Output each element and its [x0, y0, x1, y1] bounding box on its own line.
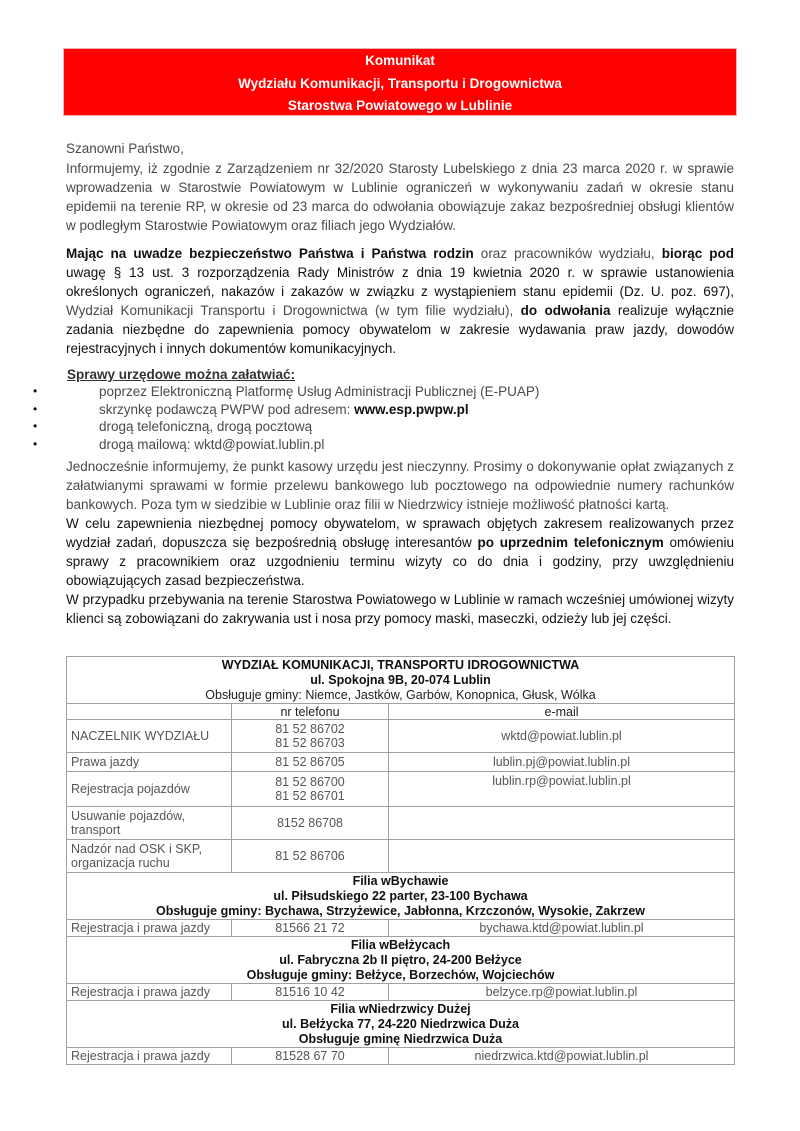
email-link[interactable]: bychawa.ktd@powiat.lublin.pl: [389, 920, 735, 937]
header-office: Starostwa Powiatowego w Lublinie: [287, 98, 513, 113]
paragraph-payments: Jednocześnie informujemy, że punkt kasowy urzędu jest nieczynny. Prosimy o dokonywanie opłat związanych z załatwianymi sprawami w formie przelewu bankowego lub pocztowego na odpowiednie numery rachunków bankowych. Poza tym w siedzibie w Lublinie oraz filii w Niedrzwicy istnieje możliwość płatności kartą.: [66, 459, 734, 512]
table-row: Rejestracja pojazdów 81 52 86700 81 52 86701 lublin.rp@powiat.lublin.pl: [67, 772, 735, 807]
ways-heading: Sprawy urzędowe można załatwiać:: [67, 367, 296, 382]
table-row: Prawa jazdy 81 52 86705 lublin.pj@powiat.lublin.pl: [67, 753, 735, 772]
header-title: Komunikat: [365, 53, 435, 68]
announcement-header: [63, 48, 737, 116]
ways-item: • drogą mailową: wktd@powiat.lublin.pl: [33, 436, 325, 452]
ways-item: • skrzynkę podawczą PWPW pod adresem: www.esp.pwpw.pl: [33, 401, 469, 417]
bullet-icon: •: [33, 436, 38, 451]
safety-text-3: Wydział Komunikacji Transportu i Drogownictwa (w tym filie wydziału),: [66, 303, 521, 318]
contacts-table: [66, 656, 735, 1065]
bullet-icon: •: [33, 419, 38, 433]
announcement-details: [66, 457, 734, 628]
email-link[interactable]: lublin.rp@powiat.lublin.pl: [389, 772, 735, 807]
table-row: Rejestracja i prawa jazdy 81566 21 72 bychawa.ktd@powiat.lublin.pl: [67, 920, 735, 937]
table-row: Usuwanie pojazdów, transport 8152 86708: [67, 807, 735, 840]
table-row: NACZELNIK WYDZIAŁU 81 52 86702 81 52 86703 wktd@powiat.lublin.pl: [67, 720, 735, 753]
table-row: Nadzór nad OSK i SKP, organizacja ruchu 81 52 86706: [67, 840, 735, 873]
branch-header-niedrzwica: Filia wNiedrzwicy Dużej ul. Bełżycka 77, 24-220 Niedrzwica Duża Obsługuje gminę Niedrzwica Duża: [67, 1001, 735, 1048]
table-row: Rejestracja i prawa jazdy 81528 67 70 niedrzwica.ktd@powiat.lublin.pl: [67, 1048, 735, 1065]
bullet-icon: •: [33, 401, 38, 416]
ways-list: [30, 383, 539, 453]
safety-bold-3: do odwołania: [520, 303, 611, 318]
office-title: WYDZIAŁ KOMUNIKACJI, TRANSPORTU IDROGOWNICTWA: [221, 658, 580, 672]
office-address: ul. Spokojna 9B, 20-074 Lublin: [310, 673, 491, 687]
safety-bold-1: Mając na uwadze bezpieczeństwo Państwa i Państwa rodzin: [66, 246, 474, 261]
safety-text-2: uwagę § 13 ust. 3 rozporządzenia Rady Ministrów z dnia 19 kwietnia 2020 r. w sprawie ustanowienia określonych ograniczeń, nakazów i zakazów w związku z wystąpieniem stanu epidemii (Dz. U. poz. 697),: [66, 265, 734, 299]
safety-text-1: oraz pracowników wydziału,: [473, 246, 662, 261]
branch-header-bychawa: Filia wBychawie ul. Piłsudskiego 22 parter, 23-100 Bychawa Obsługuje gminy: Bychawa, Strzyżewice, Jabłonna, Krzczonów, Wysokie, Zakrzew: [67, 873, 735, 920]
email-link[interactable]: niedrzwica.ktd@powiat.lublin.pl: [389, 1048, 735, 1065]
ways-item: • poprzez Elektroniczną Platformę Usług Administracji Publicznej (E-PUAP): [33, 384, 540, 399]
header-department: Wydziału Komunikacji, Transportu i Drogownictwa: [238, 75, 562, 91]
pwpw-link[interactable]: www.esp.pwpw.pl: [354, 401, 469, 417]
paragraph-masks: W przypadku przebywania na terenie Starostwa Powiatowego w Lublinie w ramach wcześniej umówionej wizyty klienci są zobowiązani do zakrywania ust i nosa przy pomocy maski, maseczki, odzieży lub jej części.: [66, 592, 734, 626]
bullet-icon: •: [33, 384, 38, 398]
email-link[interactable]: wktd@powiat.lublin.pl: [389, 720, 735, 753]
col-email: e-mail: [389, 704, 735, 720]
ways-item: • drogą telefoniczną, drogą pocztową: [33, 419, 313, 434]
greeting: Szanowni Państwo,: [66, 141, 184, 156]
email-link[interactable]: belzyce.rp@powiat.lublin.pl: [389, 984, 735, 1001]
paragraph-safety: [66, 244, 734, 358]
branch-header-belzyce: Filia wBełżycach ul. Fabryczna 2b II piętro, 24-200 Bełżyce Obsługuje gminy: Bełżyce, Borzechów, Wojciechów: [67, 937, 735, 984]
main-office-header: [67, 657, 735, 704]
column-headers: [67, 704, 735, 720]
col-phone: nr telefonu: [232, 704, 389, 720]
safety-bold-2: biorąc pod: [661, 246, 734, 261]
safety-text-4: realizuje wyłącznie zadania niezbędne do zapewnienia pomocy obywatelom w zakresie wydawania praw jazdy, dowodów rejestracyjnych i innych dokumentów komunikacyjnych.: [66, 303, 734, 356]
office-gminy: Obsługuje gminy: Niemce, Jastków, Garbów, Konopnica, Głusk, Wólka: [205, 688, 596, 702]
announcement-body: [66, 139, 734, 367]
paragraph-appointments: W celu zapewnienia niezbędnej pomocy obywatelom, w sprawach objętych zakresem realizowanych przez wydział zadań, dopuszcza się bezpośrednią obsługę interesantów po uprzednim telefonicznym omówieniu sprawy z pracownikiem oraz uzgodnieniu terminu wizyty co do dnia i godziny, przy uwzględnieniu obowiązujących zasad bezpieczeństwa.: [66, 516, 734, 588]
email-link[interactable]: lublin.pj@powiat.lublin.pl: [389, 753, 735, 772]
table-row: Rejestracja i prawa jazdy 81516 10 42 belzyce.rp@powiat.lublin.pl: [67, 984, 735, 1001]
paragraph-regulation: Informujemy, iż zgodnie z Zarządzeniem nr 32/2020 Starosty Lubelskiego z dnia 23 marca 2020 r. w sprawie wprowadzenia w Starostwie Powiatowym w Lublinie ograniczeń w wykonywaniu zadań w okresie stanu epidemii na terenie RP, w okresie od 23 marca do odwołania obowiązuje zakaz bezpośredniej obsługi klientów w podległym Starostwie Powiatowym oraz filiach jego Wydziałów.: [66, 161, 734, 233]
